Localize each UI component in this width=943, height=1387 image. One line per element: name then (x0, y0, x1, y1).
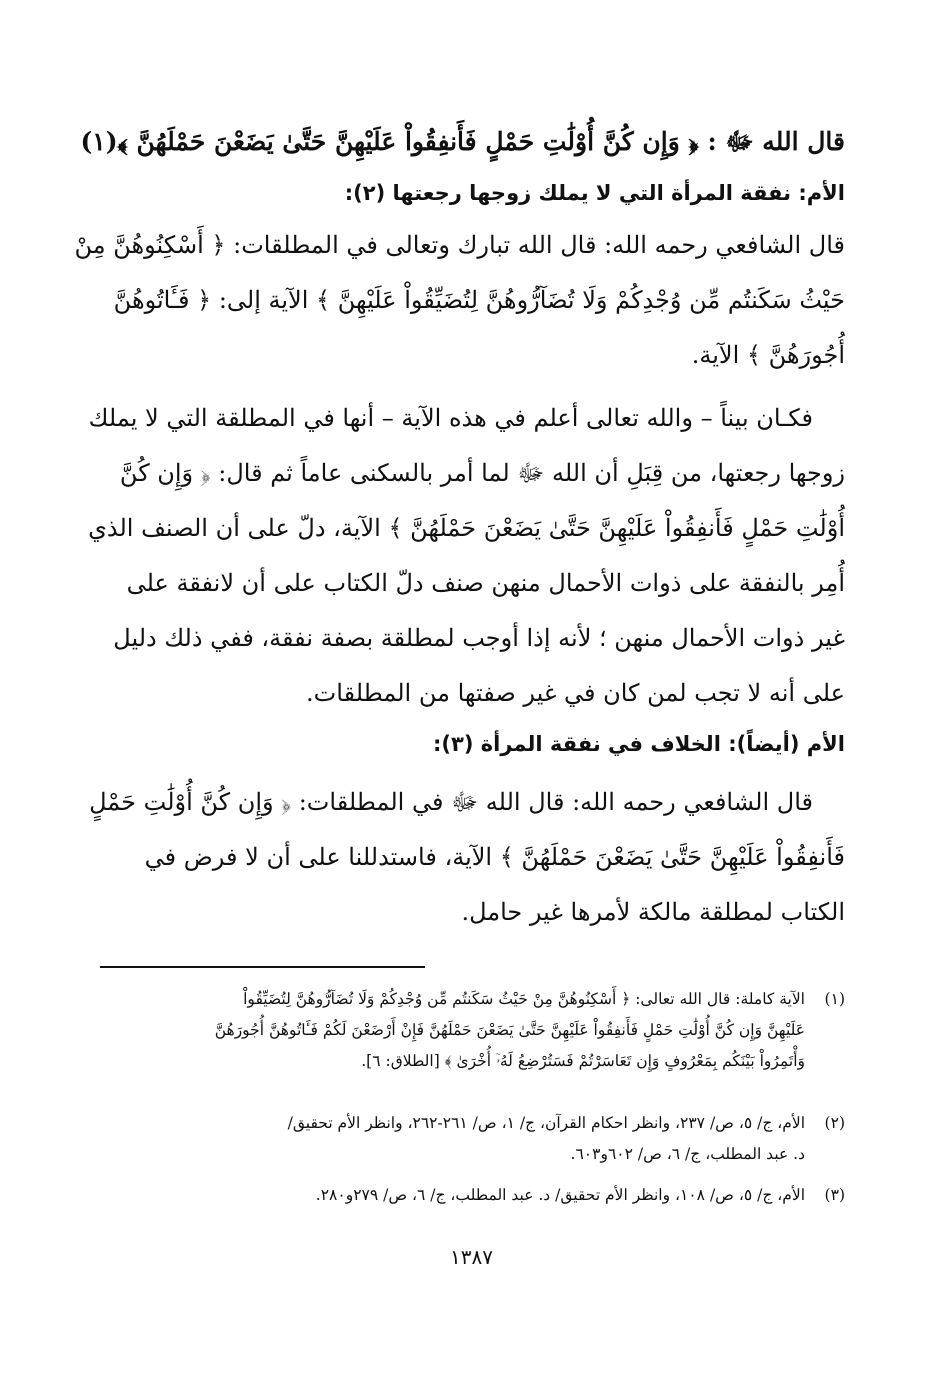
paragraph-1-line-1: قال الشافعي رحمه الله: قال الله تبارك وتعالى في المطلقات: ﴿ أَسْكِنُوهُنَّ مِنْ (74, 231, 845, 259)
footnote-2-number: (٢) (824, 1114, 845, 1132)
paragraph-3-line-3: الكتاب لمطلقة مالكة لأمرها غير حامل. (461, 898, 845, 926)
footnote-3-line-1: الأم، ج/ ٥، ص/ ١٠٨، وانظر الأم تحقيق/ د. عبد المطلب، ج/ ٦، ص/ ٢٧٩و٢٨٠. (315, 1186, 805, 1204)
paragraph-2-line-4: أُمِر بالنفقة على ذوات الأحمال منهن صنف دلّ الكتاب على أن لانفقة على (126, 569, 845, 597)
paragraph-1 (74, 218, 845, 383)
paragraph-1-line-3: أُجُورَهُنَّ ﴾ الآية. (691, 341, 845, 369)
page-number: ١٣٨٧ (450, 1245, 493, 1269)
intro-verse-line: قال الله ﷻ : ﴿ وَإِن كُنَّ أُوْلَٰتِ حَمْلٍ فَأَنفِقُواْ عَلَيْهِنَّ حَتَّىٰ يَضَعْنَ حَمْلَهُنَّ ﴾(١) (80, 127, 845, 156)
footnote-1-number: (١) (824, 990, 845, 1008)
paragraph-3-line-1: قال الشافعي رحمه الله: قال الله ﷻ في المطلقات: ﴿ وَإِن كُنَّ أُوْلَٰتِ حَمْلٍ (89, 788, 813, 816)
footnote-3 (100, 1180, 845, 1211)
section-heading-1: الأم: نفقة المرأة التي لا يملك زوجها رجعتها (٢): (344, 181, 845, 205)
footnote-1-line-3: وَأْتَمِرُواْ بَيْنَكُم بِمَعْرُوفٍ وَإِن تَعَاسَرْتُمْ فَسَتُرْضِعُ لَهُۥٓ أُخْرَىٰ ﴾ [الطلاق: ٦]. (361, 1052, 805, 1070)
paragraph-3-line-2: فَأَنفِقُواْ عَلَيْهِنَّ حَتَّىٰ يَضَعْنَ حَمْلَهُنَّ ﴾ الآية، فاستدللنا على أن لا فرض في (144, 843, 845, 871)
paragraph-2-line-5: غير ذوات الأحمال منهن ؛ لأنه إذا أوجب لمطلقة بصفة نفقة، ففي ذلك دليل (113, 624, 845, 652)
main-text (74, 112, 845, 940)
paragraph-2-line-2: زوجها رجعتها، من قِبَلِ أن الله ﷻ لما أمر بالسكنى عاماً ثم قال: ﴿ وَإِن كُنَّ (119, 459, 845, 487)
footnote-2 (100, 1108, 845, 1170)
paragraph-2-line-3: أُوْلَٰتِ حَمْلٍ فَأَنفِقُواْ عَلَيْهِنَّ حَتَّىٰ يَضَعْنَ حَمْلَهُنَّ ﴾ الآية، دلّ على أن الصنف الذي (88, 514, 845, 542)
paragraph-2-line-6: على أنه لا تجب لمن كان في غير صفتها من المطلقات. (306, 679, 845, 707)
section-heading-2: الأم (أيضاً): الخلاف في نفقة المرأة (٣): (433, 732, 845, 756)
paragraph-3 (89, 775, 845, 940)
footnote-3-number: (٣) (824, 1186, 845, 1204)
paragraph-2 (88, 391, 845, 721)
footnote-2-line-2: د. عبد المطلب، ج/ ٦، ص/ ٦٠٢و٦٠٣. (570, 1145, 805, 1163)
footnote-separator (100, 966, 425, 968)
paragraph-1-line-2: حَيْثُ سَكَنتُم مِّن وُجْدِكُمْ وَلَا تُضَآرُّوهُنَّ لِتُضَيِّقُواْ عَلَيْهِنَّ ﴾ الآية إلى: ﴿ فَـَٔاتُوهُنَّ (113, 286, 845, 314)
footnote-1-line-2: عَلَيْهِنَّ وَإِن كُنَّ أُوْلَٰتِ حَمْلٍ فَأَنفِقُواْ عَلَيْهِنَّ حَتَّىٰ يَضَعْنَ حَمْلَهُنَّ فَإِنْ أَرْضَعْنَ لَكُمْ فَـَٔاتُوهُنَّ أُجُورَهُنَّ (214, 1021, 805, 1039)
footnote-1-line-1: الآية كاملة: قال الله تعالى: ﴿ أَسْكِنُوهُنَّ مِنْ حَيْثُ سَكَنتُم مِّن وُجْدِكُمْ وَلَا تُضَآرُّوهُنَّ لِتُضَيِّقُواْ (243, 990, 805, 1008)
paragraph-2-line-1: فكـان بيناً – والله تعالى أعلم في هذه الآية – أنها في المطلقة التي لا يملك (88, 404, 813, 432)
footnote-2-line-1: الأم، ج/ ٥، ص/ ٢٣٧، وانظر احكام القرآن، ج/ ١، ص/ ٢٦١-٢٦٢، وانظر الأم تحقيق/ (287, 1114, 805, 1132)
footnote-1 (100, 984, 845, 1077)
